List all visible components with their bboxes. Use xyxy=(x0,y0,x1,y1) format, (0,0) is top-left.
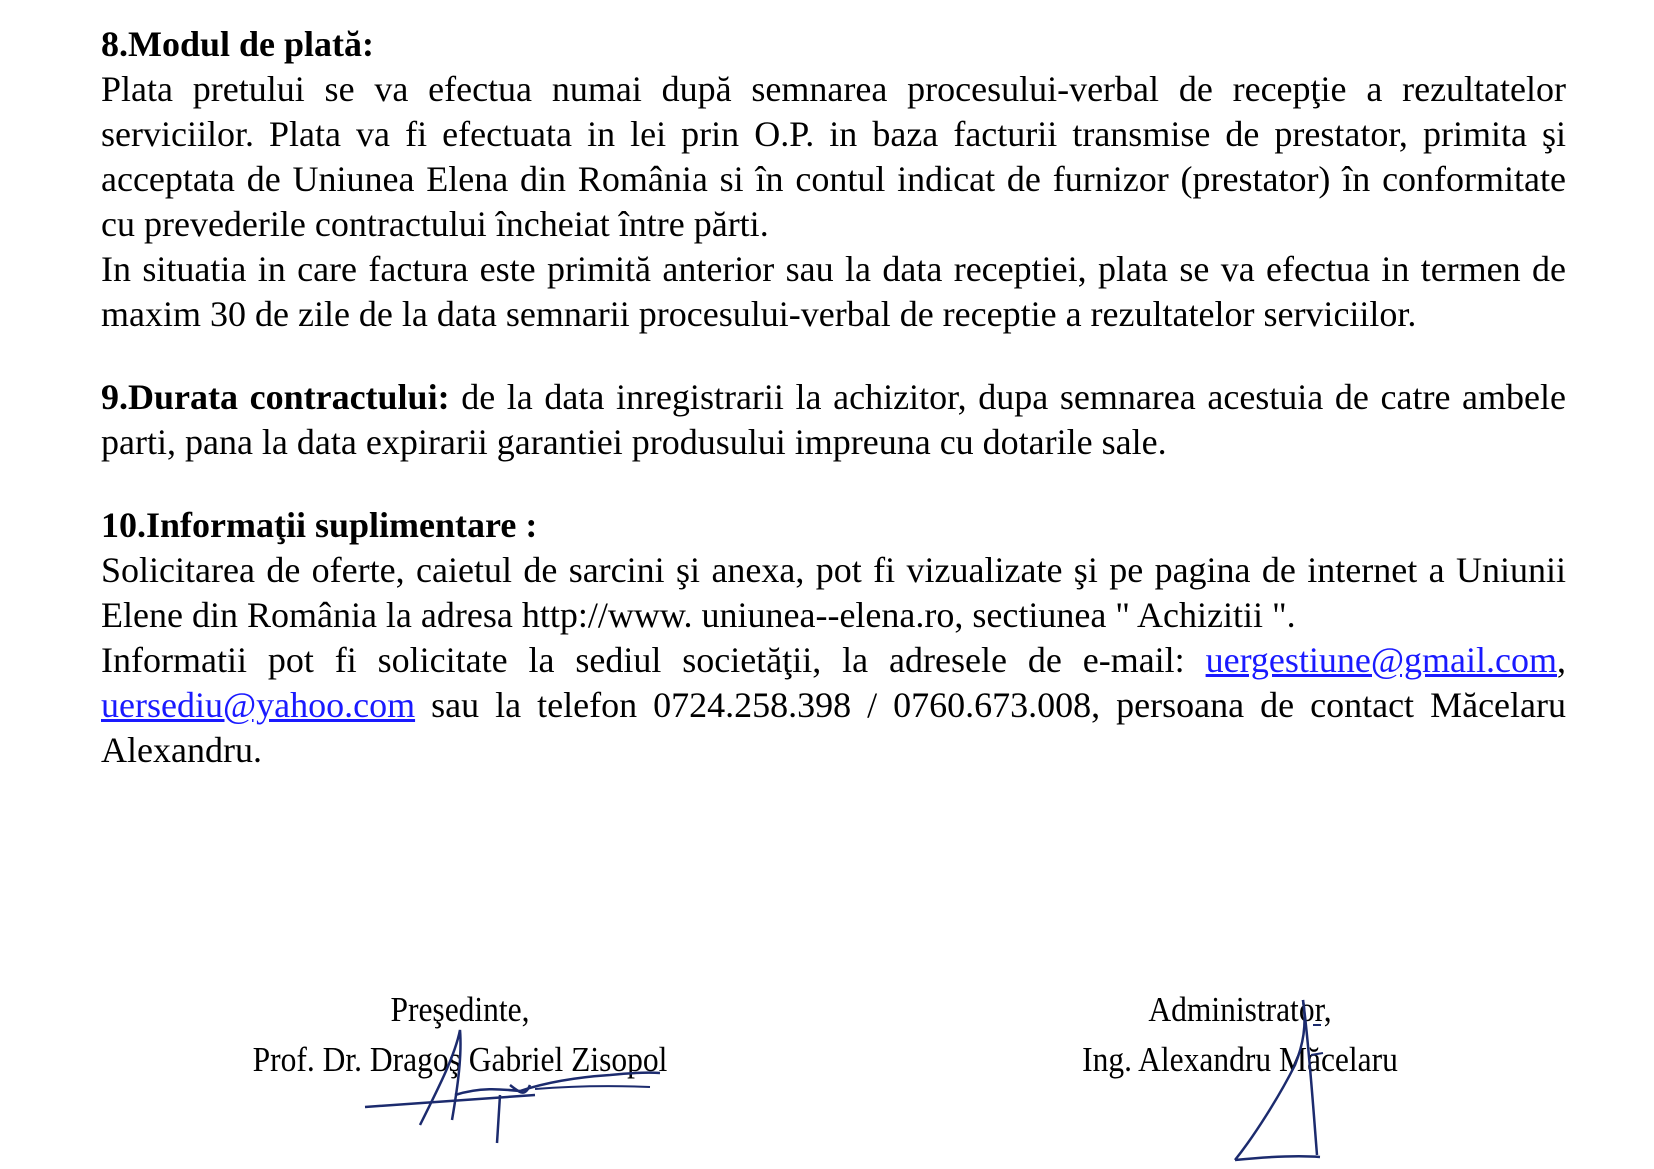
handwritten-signature-president xyxy=(360,1025,690,1145)
section-heading: 9.Durata contractului: xyxy=(101,377,450,417)
section-heading: 10.Informaţii suplimentare : xyxy=(101,505,538,545)
section-heading: 8.Modul de plată: xyxy=(101,24,375,64)
paragraph: Plata pretului se va efectua numai după semnarea procesului-verbal de recepţie a rezultatelor serviciilor. Plata va fi efectuata in lei prin O.P. in baza facturii transmise de prestator, primita şi acceptata de Uniunea Elena din România si în contul indicat de furnizor (prestator) în conformitate cu prevederile contractului încheiat între părti. xyxy=(101,69,1566,244)
section-additional-info xyxy=(101,503,1566,773)
email-link-gestiune[interactable]: uergestiune@gmail.com xyxy=(1205,640,1557,680)
signatory-role: Preşedinte, xyxy=(390,990,530,1029)
contact-text: Informatii pot fi solicitate la sediul societăţii, la adresele de e-mail: xyxy=(101,640,1206,680)
signatory-name: Ing. Alexandru Măcelaru xyxy=(1082,1040,1398,1079)
paragraph: Solicitarea de oferte, caietul de sarcini şi anexa, pot fi vizualizate şi pe pagina de internet a Uniunii Elene din România la adresa http://www. uniunea--elena.ro, sectiunea " Achizitii ". xyxy=(101,550,1566,635)
section-text: de la data inregistrarii la achizitor, dupa semnarea acestuia de catre ambele parti, pana la data expirarii garantiei produsului impreuna cu dotarile sale. xyxy=(101,377,1566,462)
contact-text: sau la telefon 0724.258.398 / 0760.673.008, persoana de contact Măcelaru Alexandru. xyxy=(101,685,1566,770)
signatory-role: Administrator, xyxy=(1148,990,1332,1029)
section-contract-duration xyxy=(101,375,1566,465)
paragraph xyxy=(101,375,1566,465)
separator: , xyxy=(1557,640,1566,680)
paragraph: In situatia in care factura este primită anterior sau la data receptiei, plata se va efectua in termen de maxim 30 de zile de la data semnarii procesului-verbal de receptie a rezultatelor serviciilor. xyxy=(101,249,1566,334)
spacer xyxy=(101,337,1566,375)
paragraph-contact xyxy=(101,638,1566,773)
handwritten-signature-administrator xyxy=(1225,995,1345,1165)
signatory-name: Prof. Dr. Dragoş Gabriel Zisopol xyxy=(252,1040,668,1079)
spacer xyxy=(101,465,1566,503)
section-payment-method xyxy=(101,22,1566,337)
email-link-sediu[interactable]: uersediu@yahoo.com xyxy=(101,685,416,725)
document-body xyxy=(101,22,1566,773)
